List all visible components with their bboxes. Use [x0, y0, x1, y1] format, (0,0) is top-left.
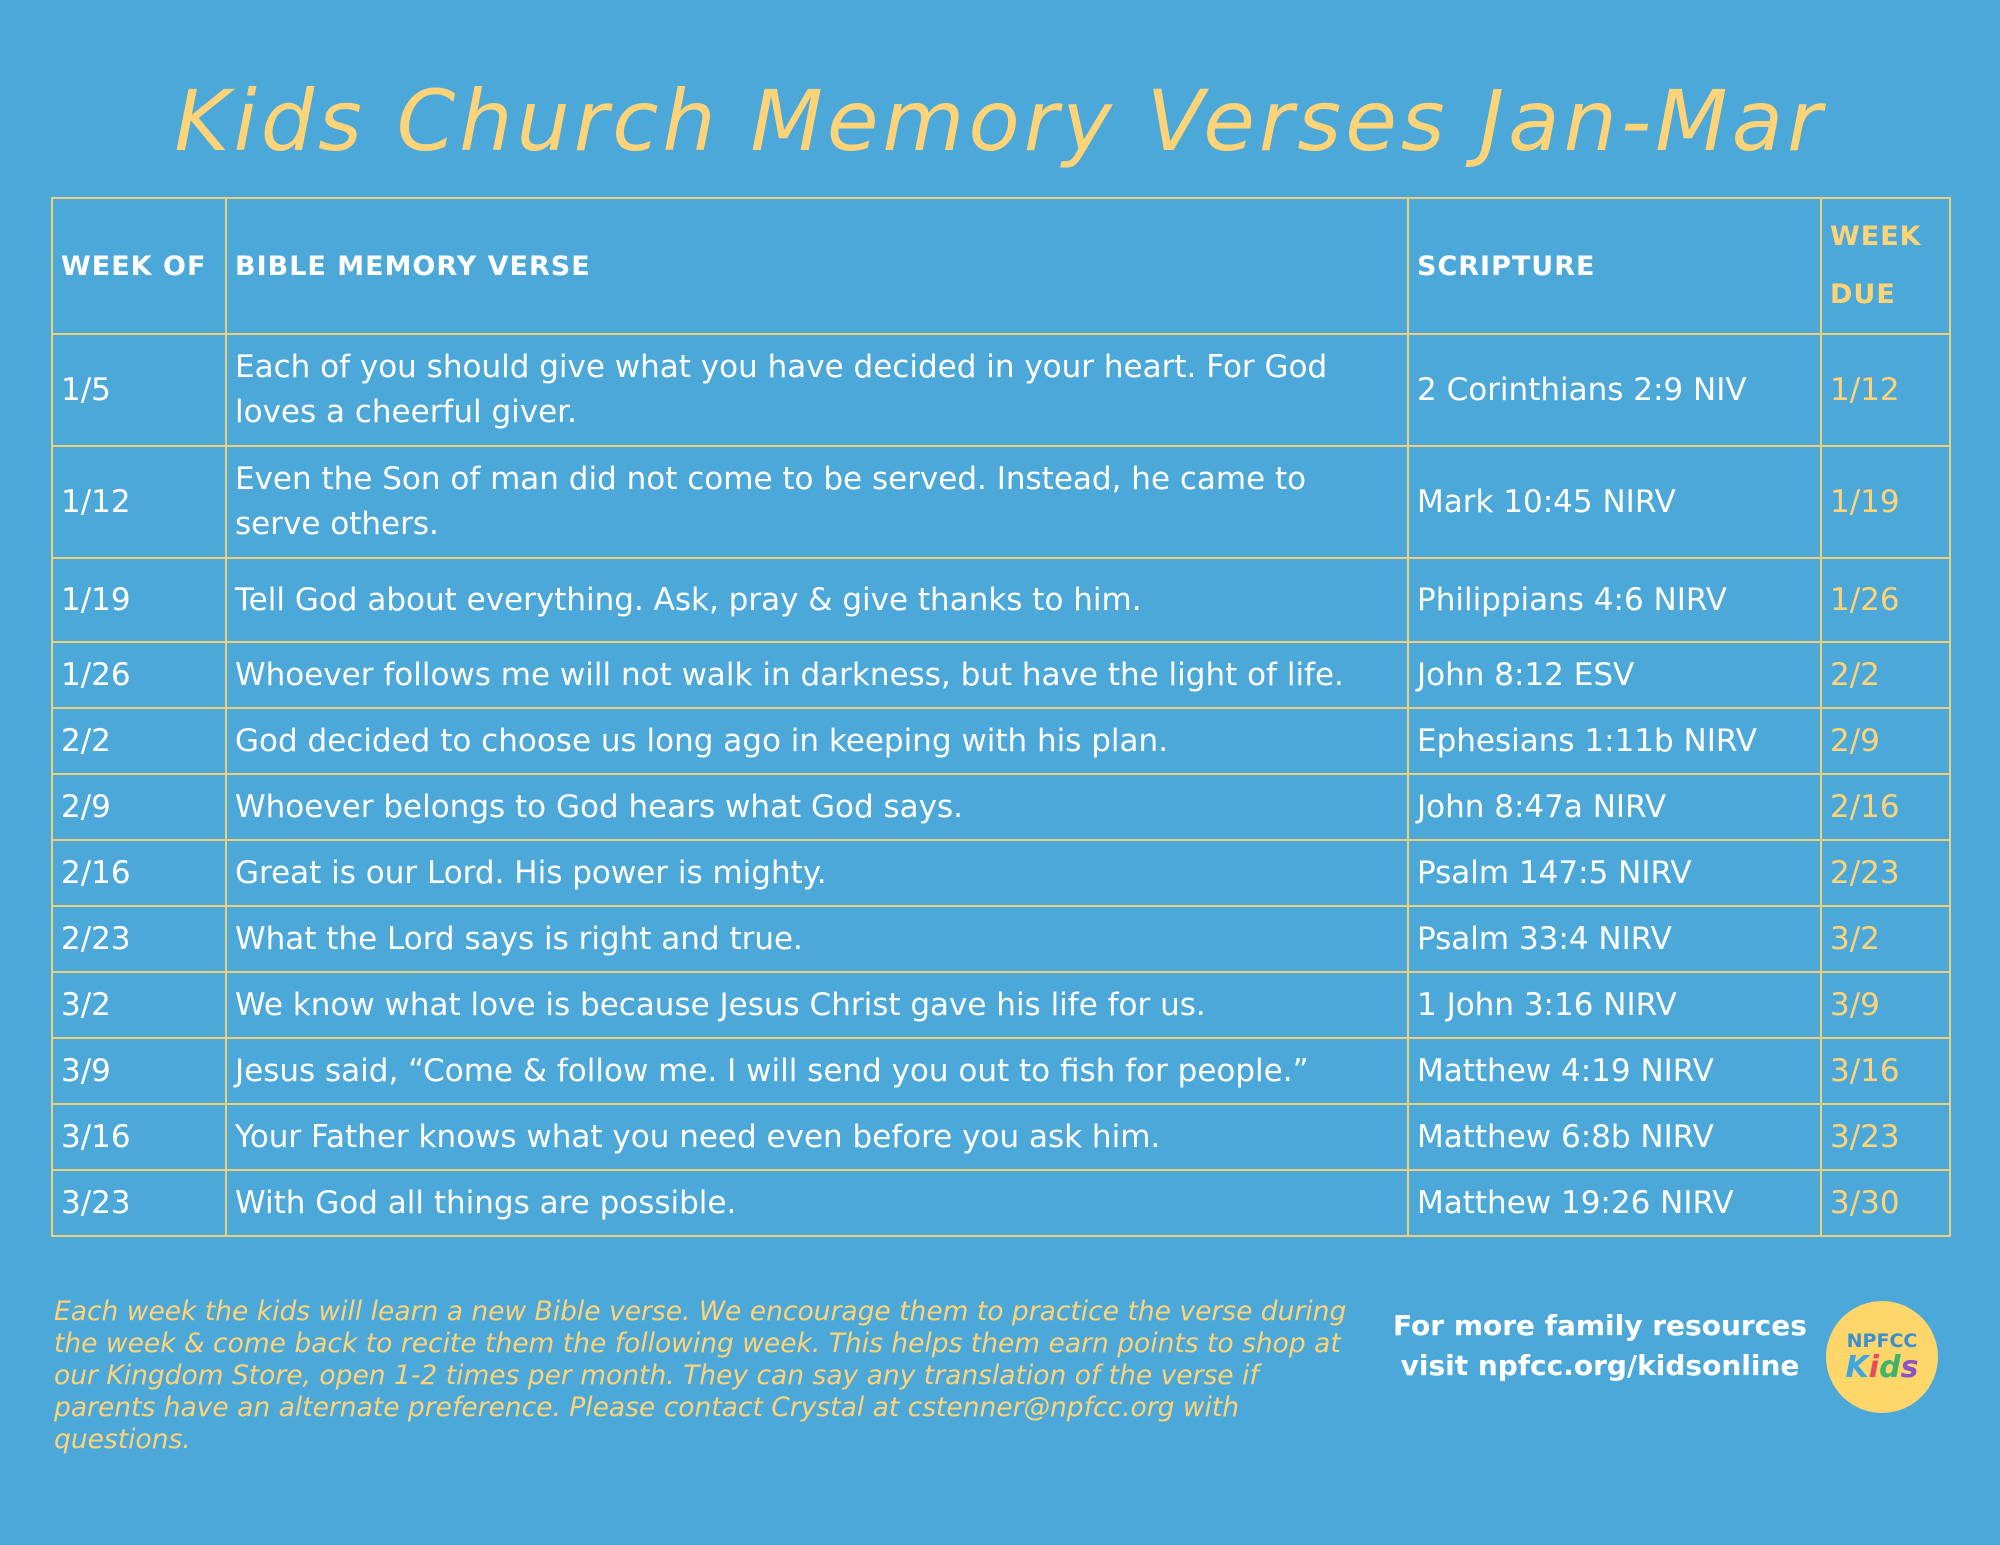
memory-verse-table	[51, 197, 1951, 1237]
scripture-cell: Psalm 147:5 NIRV	[1408, 840, 1821, 906]
family-resources-note	[1380, 1306, 1820, 1386]
col-header-week-due-line2: DUE	[1830, 279, 1896, 310]
table-row	[52, 334, 1950, 446]
table-row	[52, 1038, 1950, 1104]
verse-cell: Jesus said, “Come & follow me. I will send you out to fish for people.”	[226, 1038, 1408, 1104]
verse-cell: With God all things are possible.	[226, 1170, 1408, 1236]
table-row	[52, 1170, 1950, 1236]
scripture-cell: Matthew 4:19 NIRV	[1408, 1038, 1821, 1104]
col-header-verse: BIBLE MEMORY VERSE	[226, 198, 1408, 334]
week-due-cell: 3/9	[1821, 972, 1950, 1038]
table-row	[52, 708, 1950, 774]
scripture-cell: Philippians 4:6 NIRV	[1408, 558, 1821, 642]
table-row	[52, 1104, 1950, 1170]
col-header-week-of: WEEK OF	[52, 198, 226, 334]
week-of-cell: 3/23	[52, 1170, 226, 1236]
logo-letter: s	[1900, 1350, 1919, 1385]
week-of-cell: 2/16	[52, 840, 226, 906]
scripture-cell: Mark 10:45 NIRV	[1408, 446, 1821, 558]
logo-line-2	[1846, 1352, 1919, 1384]
scripture-cell: John 8:47a NIRV	[1408, 774, 1821, 840]
resources-line-2: visit npfcc.org/kidsonline	[1400, 1349, 1800, 1382]
table-row	[52, 972, 1950, 1038]
col-header-scripture: SCRIPTURE	[1408, 198, 1821, 334]
verse-cell: What the Lord says is right and true.	[226, 906, 1408, 972]
logo-line-1: NPFCC	[1846, 1330, 1918, 1352]
week-due-cell: 2/2	[1821, 642, 1950, 708]
footnote: Each week the kids will learn a new Bible verse. We encourage them to practice the verse during the week & come back to recite them the following week. This helps them earn points to shop at our Kingdom Store, open 1-2 times per month. They can say any translation of the verse if parents have an alternate preference. Please contact Crystal at cstenner@npfcc.org with questions.	[54, 1296, 1347, 1455]
scripture-cell: Ephesians 1:11b NIRV	[1408, 708, 1821, 774]
scripture-cell: 2 Corinthians 2:9 NIV	[1408, 334, 1821, 446]
week-of-cell: 1/5	[52, 334, 226, 446]
verse-cell: We know what love is because Jesus Christ gave his life for us.	[226, 972, 1408, 1038]
verse-cell: God decided to choose us long ago in keeping with his plan.	[226, 708, 1408, 774]
week-due-cell: 3/16	[1821, 1038, 1950, 1104]
table-row	[52, 774, 1950, 840]
week-of-cell: 2/2	[52, 708, 226, 774]
week-of-cell: 3/9	[52, 1038, 226, 1104]
logo-letter: i	[1868, 1350, 1880, 1385]
week-of-cell: 3/16	[52, 1104, 226, 1170]
table-header-row	[52, 198, 1950, 334]
week-due-cell: 3/23	[1821, 1104, 1950, 1170]
npfcc-kids-logo	[1826, 1301, 1938, 1413]
page-title: Kids Church Memory Verses Jan-Mar	[174, 72, 1826, 170]
week-of-cell: 1/19	[52, 558, 226, 642]
table-row	[52, 840, 1950, 906]
week-of-cell: 3/2	[52, 972, 226, 1038]
table-row	[52, 906, 1950, 972]
verse-cell: Whoever belongs to God hears what God says.	[226, 774, 1408, 840]
scripture-cell: Matthew 6:8b NIRV	[1408, 1104, 1821, 1170]
verse-cell: Tell God about everything. Ask, pray & give thanks to him.	[226, 558, 1408, 642]
week-due-cell: 2/16	[1821, 774, 1950, 840]
verse-cell: Whoever follows me will not walk in darkness, but have the light of life.	[226, 642, 1408, 708]
week-due-cell: 2/23	[1821, 840, 1950, 906]
verse-cell: Even the Son of man did not come to be served. Instead, he came to serve others.	[226, 446, 1408, 558]
week-of-cell: 2/23	[52, 906, 226, 972]
resources-line-1: For more family resources	[1393, 1309, 1807, 1342]
col-header-week-due-line1: WEEK	[1830, 221, 1922, 252]
week-due-cell: 2/9	[1821, 708, 1950, 774]
verse-cell: Great is our Lord. His power is mighty.	[226, 840, 1408, 906]
week-of-cell: 1/12	[52, 446, 226, 558]
scripture-cell: Matthew 19:26 NIRV	[1408, 1170, 1821, 1236]
week-due-cell: 3/2	[1821, 906, 1950, 972]
scripture-cell: Psalm 33:4 NIRV	[1408, 906, 1821, 972]
scripture-cell: John 8:12 ESV	[1408, 642, 1821, 708]
week-of-cell: 2/9	[52, 774, 226, 840]
week-due-cell: 3/30	[1821, 1170, 1950, 1236]
week-due-cell: 1/26	[1821, 558, 1950, 642]
week-due-cell: 1/12	[1821, 334, 1950, 446]
week-of-cell: 1/26	[52, 642, 226, 708]
logo-letter: d	[1879, 1350, 1901, 1385]
table-row	[52, 558, 1950, 642]
week-due-cell: 1/19	[1821, 446, 1950, 558]
verse-cell: Each of you should give what you have decided in your heart. For God loves a cheerful giver.	[226, 334, 1408, 446]
col-header-week-due	[1821, 198, 1950, 334]
verse-cell: Your Father knows what you need even before you ask him.	[226, 1104, 1408, 1170]
table-row	[52, 642, 1950, 708]
table-row	[52, 446, 1950, 558]
logo-letter: K	[1845, 1350, 1869, 1385]
scripture-cell: 1 John 3:16 NIRV	[1408, 972, 1821, 1038]
